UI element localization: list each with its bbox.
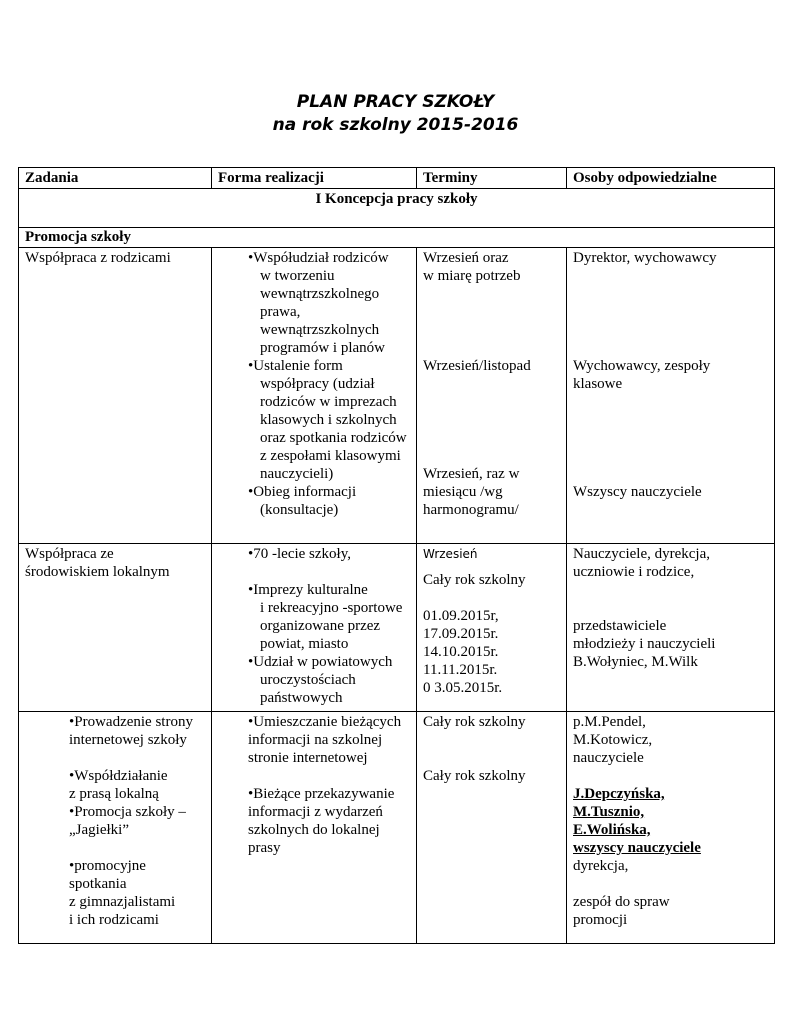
- page-title: PLAN PRACY SZKOŁY: [296, 92, 495, 112]
- terms-cell: Wrzesień Cały rok szkolny 01.09.2015r, 17.09.2015r. 14.10.2015r. 11.11.2015r. 0 3.05.2015r.: [417, 544, 567, 712]
- persons-cell: Dyrektor, wychowawcy Wychowawcy, zespoły klasowe Wszyscy nauczyciele: [567, 248, 775, 544]
- column-header-terms: Terminy: [417, 168, 567, 189]
- table-row: [19, 712, 775, 944]
- persons-cell: Nauczyciele, dyrekcja, uczniowie i rodzice, przedstawiciele młodzieży i nauczycieli B.Wołyniec, M.Wilk: [567, 544, 775, 712]
- form-cell: •70 -lecie szkoły, •Imprezy kulturalne i rekreacyjno -sportowe organizowane przez powiat, miasto •Udział w powiatowych uroczystościach państwowych: [212, 544, 417, 712]
- task-cell: •Prowadzenie strony internetowej szkoły •Współdziałanie z prasą lokalną •Promocja szkoły – „Jagiełki” •promocyjne spotkania z gimnazjalistami i ich rodzicami: [19, 712, 212, 944]
- column-header-tasks: Zadania: [19, 168, 212, 189]
- page-subtitle: na rok szkolny 2015-2016: [272, 115, 519, 135]
- column-header-form: Forma realizacji: [212, 168, 417, 189]
- column-header-persons: Osoby odpowiedzialne: [567, 168, 775, 189]
- task-cell: Współpraca z rodzicami: [19, 248, 212, 544]
- terms-cell: Cały rok szkolny Cały rok szkolny: [417, 712, 567, 944]
- terms-cell: Wrzesień oraz w miarę potrzeb Wrzesień/listopad Wrzesień, raz w miesiącu /wg harmonogramu/: [417, 248, 567, 544]
- section-title: I Koncepcja pracy szkoły: [19, 189, 775, 228]
- subsection-title: Promocja szkoły: [19, 228, 775, 248]
- plan-table: [18, 167, 775, 944]
- task-cell: Współpraca ze środowiskiem lokalnym: [19, 544, 212, 712]
- table-row: [19, 248, 775, 544]
- subsection-row: [19, 228, 775, 248]
- table-row: [19, 544, 775, 712]
- section-row: [19, 189, 775, 228]
- header-row: [19, 168, 775, 189]
- form-cell: •Umieszczanie bieżących informacji na szkolnej stronie internetowej •Bieżące przekazywanie informacji z wydarzeń szkolnych do lokalnej prasy: [212, 712, 417, 944]
- form-cell: •Współudział rodziców w tworzeniu wewnątrzszkolnego prawa, wewnątrzszkolnych programów i planów •Ustalenie form współpracy (udział rodziców w imprezach klasowych i szkolnych oraz spotkania rodziców z zespołami klasowymi nauczycieli) •Obieg informacji (konsultacje): [212, 248, 417, 544]
- persons-cell: p.M.Pendel, M.Kotowicz, nauczyciele J.Depczyńska, M.Tusznio, E.Wolińska, wszyscy nauczyciele dyrekcja, zespół do spraw promocji: [567, 712, 775, 944]
